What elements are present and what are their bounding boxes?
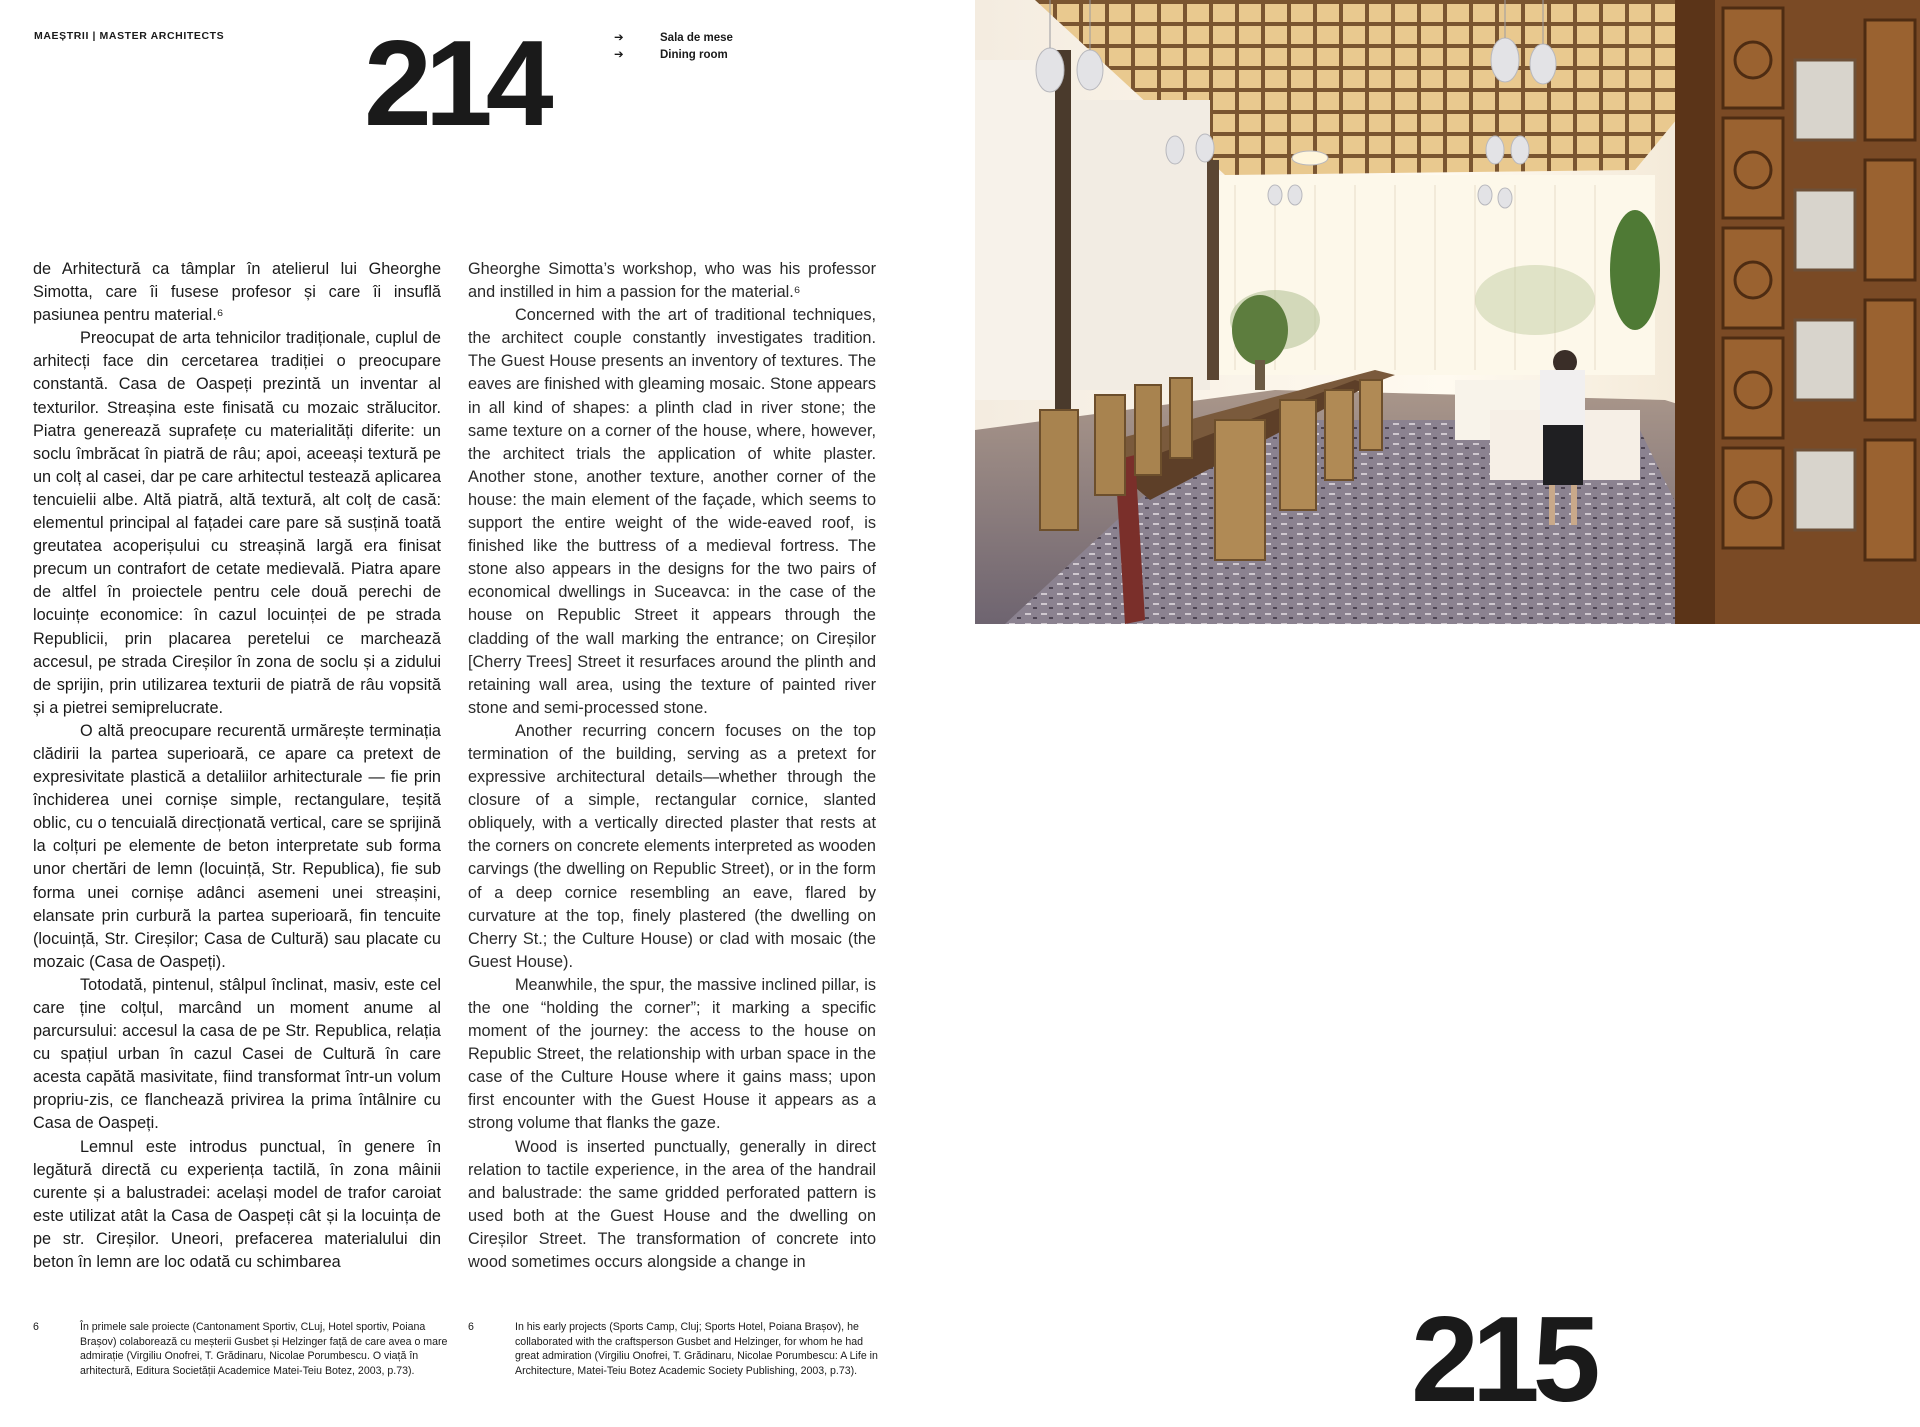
paragraph: O altă preocupare recurentă urmărește terminația clădirii la partea superioară, ce apare ca pretext de expresivitate plastică a detaliilor arhitecturale — fie prin închiderea unei cornișe simple, rectangulare, teșită oblic, cu o tencuială direcționată vertical, care se sprijină la colțuri pe elemente de beton interpretate sub forma unor chertări de lemn (locuință, Str. Republica), fie sub forma unei cornișe adânci asemeni unei streașini, elansate prin curbură la partea superioară, fin tencuite (locuință, Str. Cireșilor; Casa de Cultură) sau placate cu mozaic (Casa de Oaspeți). xyxy=(33,721,441,971)
paragraph: Wood is inserted punctually, generally in direct relation to tactile experience, in the area of the handrail and balustrade: the same gridded perforated pattern is used both at the Guest House and the dwelling on Cireșilor Street. The transformation of concrete into wood sometimes occurs alongside a change in xyxy=(468,1137,876,1272)
caption-ro: Sala de mese xyxy=(660,32,733,44)
footnote-text: In his early projects (Sports Camp, Cluj; Sports Hotel, Poiana Brașov), he collaborated with the craftsperson Gusbet and Helzinger, for whom he had great admiration (Virgiliu Onofrei, T. Grădinaru, Nicolae Porumbescu: A Life in Architecture, Matei-Teiu Botez Academic Society Publishing, 2003, p.73). xyxy=(515,1321,878,1377)
running-head: MAEȘTRII | MASTER ARCHITECTS xyxy=(34,30,225,42)
paragraph: de Arhitectură ca tâmplar în atelierul lui Gheorghe Simotta, care îi fusese profesor și care îi insuflă pasiunea pentru material.⁶ xyxy=(33,260,441,325)
dining-room-illustration xyxy=(975,0,1920,624)
paragraph: Gheorghe Simotta’s workshop, who was his professor and instilled in him a passion for the material.⁶ xyxy=(468,260,876,302)
body-text-english xyxy=(468,258,876,1282)
page-number-left: 214 xyxy=(364,15,547,151)
footnote-number: 6 xyxy=(468,1321,474,1333)
paragraph: Another recurring concern focuses on the top termination of the building, serving as a pretext for expressive architectural details—whether through the closure of a simple, rectangular cornice, slanted obliquely, with a vertically directed plaster that rests at the corners on concrete elements interpreted as wooden carvings (the dwelling on Republic Street), or in the form of a deep cornice resembling an eave, flared by curvature at the top, finely plastered (the dwelling on Cherry St.; the Culture House) or clad with mosaic (the Guest House). xyxy=(468,721,876,971)
caption-en: Dining room xyxy=(660,49,728,61)
paragraph: Preocupat de arta tehnicilor tradiționale, cuplul de arhitecți face din cercetarea tradiției o preocupare constantă. Casa de Oaspeți prezintă un inventar al texturilor. Streașina este finisată cu mozaic strălucitor. Piatra generează suprafețe cu materialități diferite: un soclu îmbrăcat în piatră de râu; apoi, aceeași textură pe un colț al casei, dar pe care arhitectul testează aplicarea tencuielii albe. Altă piatră, altă textură, alt colț de casă: elementul principal al fațadei care pare să susțină toată greutatea acoperișului cu streașină largă era finisat precum un contrafort de cetate medievală. Piatra apare de altfel în proiectele pentru cele două perechi de locuințe economice: în cazul locuinței de pe strada Republicii, prin placarea peretelui ce marchează accesul, pe strada Cireșilor în zona de soclu și a zidului de sprijin, prin utilizarea texturii de piatră de râu vopsită și a pietrei semiprelucrate. xyxy=(33,329,441,717)
paragraph: Concerned with the art of traditional techniques, the architect couple constantly investigates tradition. The Guest House presents an inventory of textures. The eaves are finished with gleaming mosaic. Stone appears in all kind of shapes: a plinth clad in river stone; the same texture on a corner of the house, where, however, the architect trials the application of white plaster. Another stone, another texture, another corner of the house: the main element of the façade, which seems to support the entire weight of the wide-eaved roof, is finished like the buttress of a medieval fortress. The stone also appears in the designs for the two pairs of economical dwellings in Suceavca: in the case of the house on Republic Street it appears through the cladding of the wall marking the entrance; on Cireșilor [Cherry Trees] Street it resurfaces around the plinth and retaining wall area, using the texture of painted river stone and semi-processed stone. xyxy=(468,306,876,717)
footnote-number: 6 xyxy=(33,1321,39,1333)
page-number-right: 215 xyxy=(1411,1291,1594,1427)
footnote-romanian xyxy=(33,1320,453,1378)
footnote-english xyxy=(468,1320,888,1378)
image-caption xyxy=(614,30,733,64)
paragraph: Lemnul este introdus punctual, în genere în legătură directă cu experiența tactilă, în zona mâinii curente și a balustradei: același model de trafor caroiat este utilizat atât la Casa de Oaspeți cât și la locuința de pe str. Cireșilor. Uneori, prefacerea materialului din beton în lemn are loc odată cu schimbarea xyxy=(33,1137,441,1272)
arrow-right-icon: ➔ xyxy=(614,49,624,61)
arrow-right-icon: ➔ xyxy=(614,32,624,44)
dining-room-photo xyxy=(975,0,1920,624)
body-text-romanian xyxy=(33,258,441,1282)
paragraph: Totodată, pintenul, stâlpul înclinat, masiv, este cel care ține colțul, marcând un moment anume al parcursului: accesul la casa de pe Str. Republica, relația cu spațiul urban în cazul Casei de Cultură în care acesta capătă masivitate, fiind transformat într-un volum propriu-zis, ce flanchează privirea la prima întâlnire cu Casa de Oaspeți. xyxy=(33,975,441,1133)
footnote-text: În primele sale proiecte (Cantonament Sportiv, CLuj, Hotel sportiv, Poiana Brașov) colaborează cu meșterii Gusbet și Helzinger față de care avea o mare admirație (Virgiliu Onofrei, T. Grădinaru, Nicolae Porumbescu. O viață în arhitectură, Editura Societății Academice Matei-Teiu Botez, 2003, p.73). xyxy=(80,1321,448,1377)
paragraph: Meanwhile, the spur, the massive inclined pillar, is the one “holding the corner”; it marking a specific moment of the journey: the access to the house on Republic Street, the relationship with urban space in the case of the Culture House where it gains mass; upon first encounter with the Guest House it appears as a strong volume that flanks the gaze. xyxy=(468,975,876,1133)
